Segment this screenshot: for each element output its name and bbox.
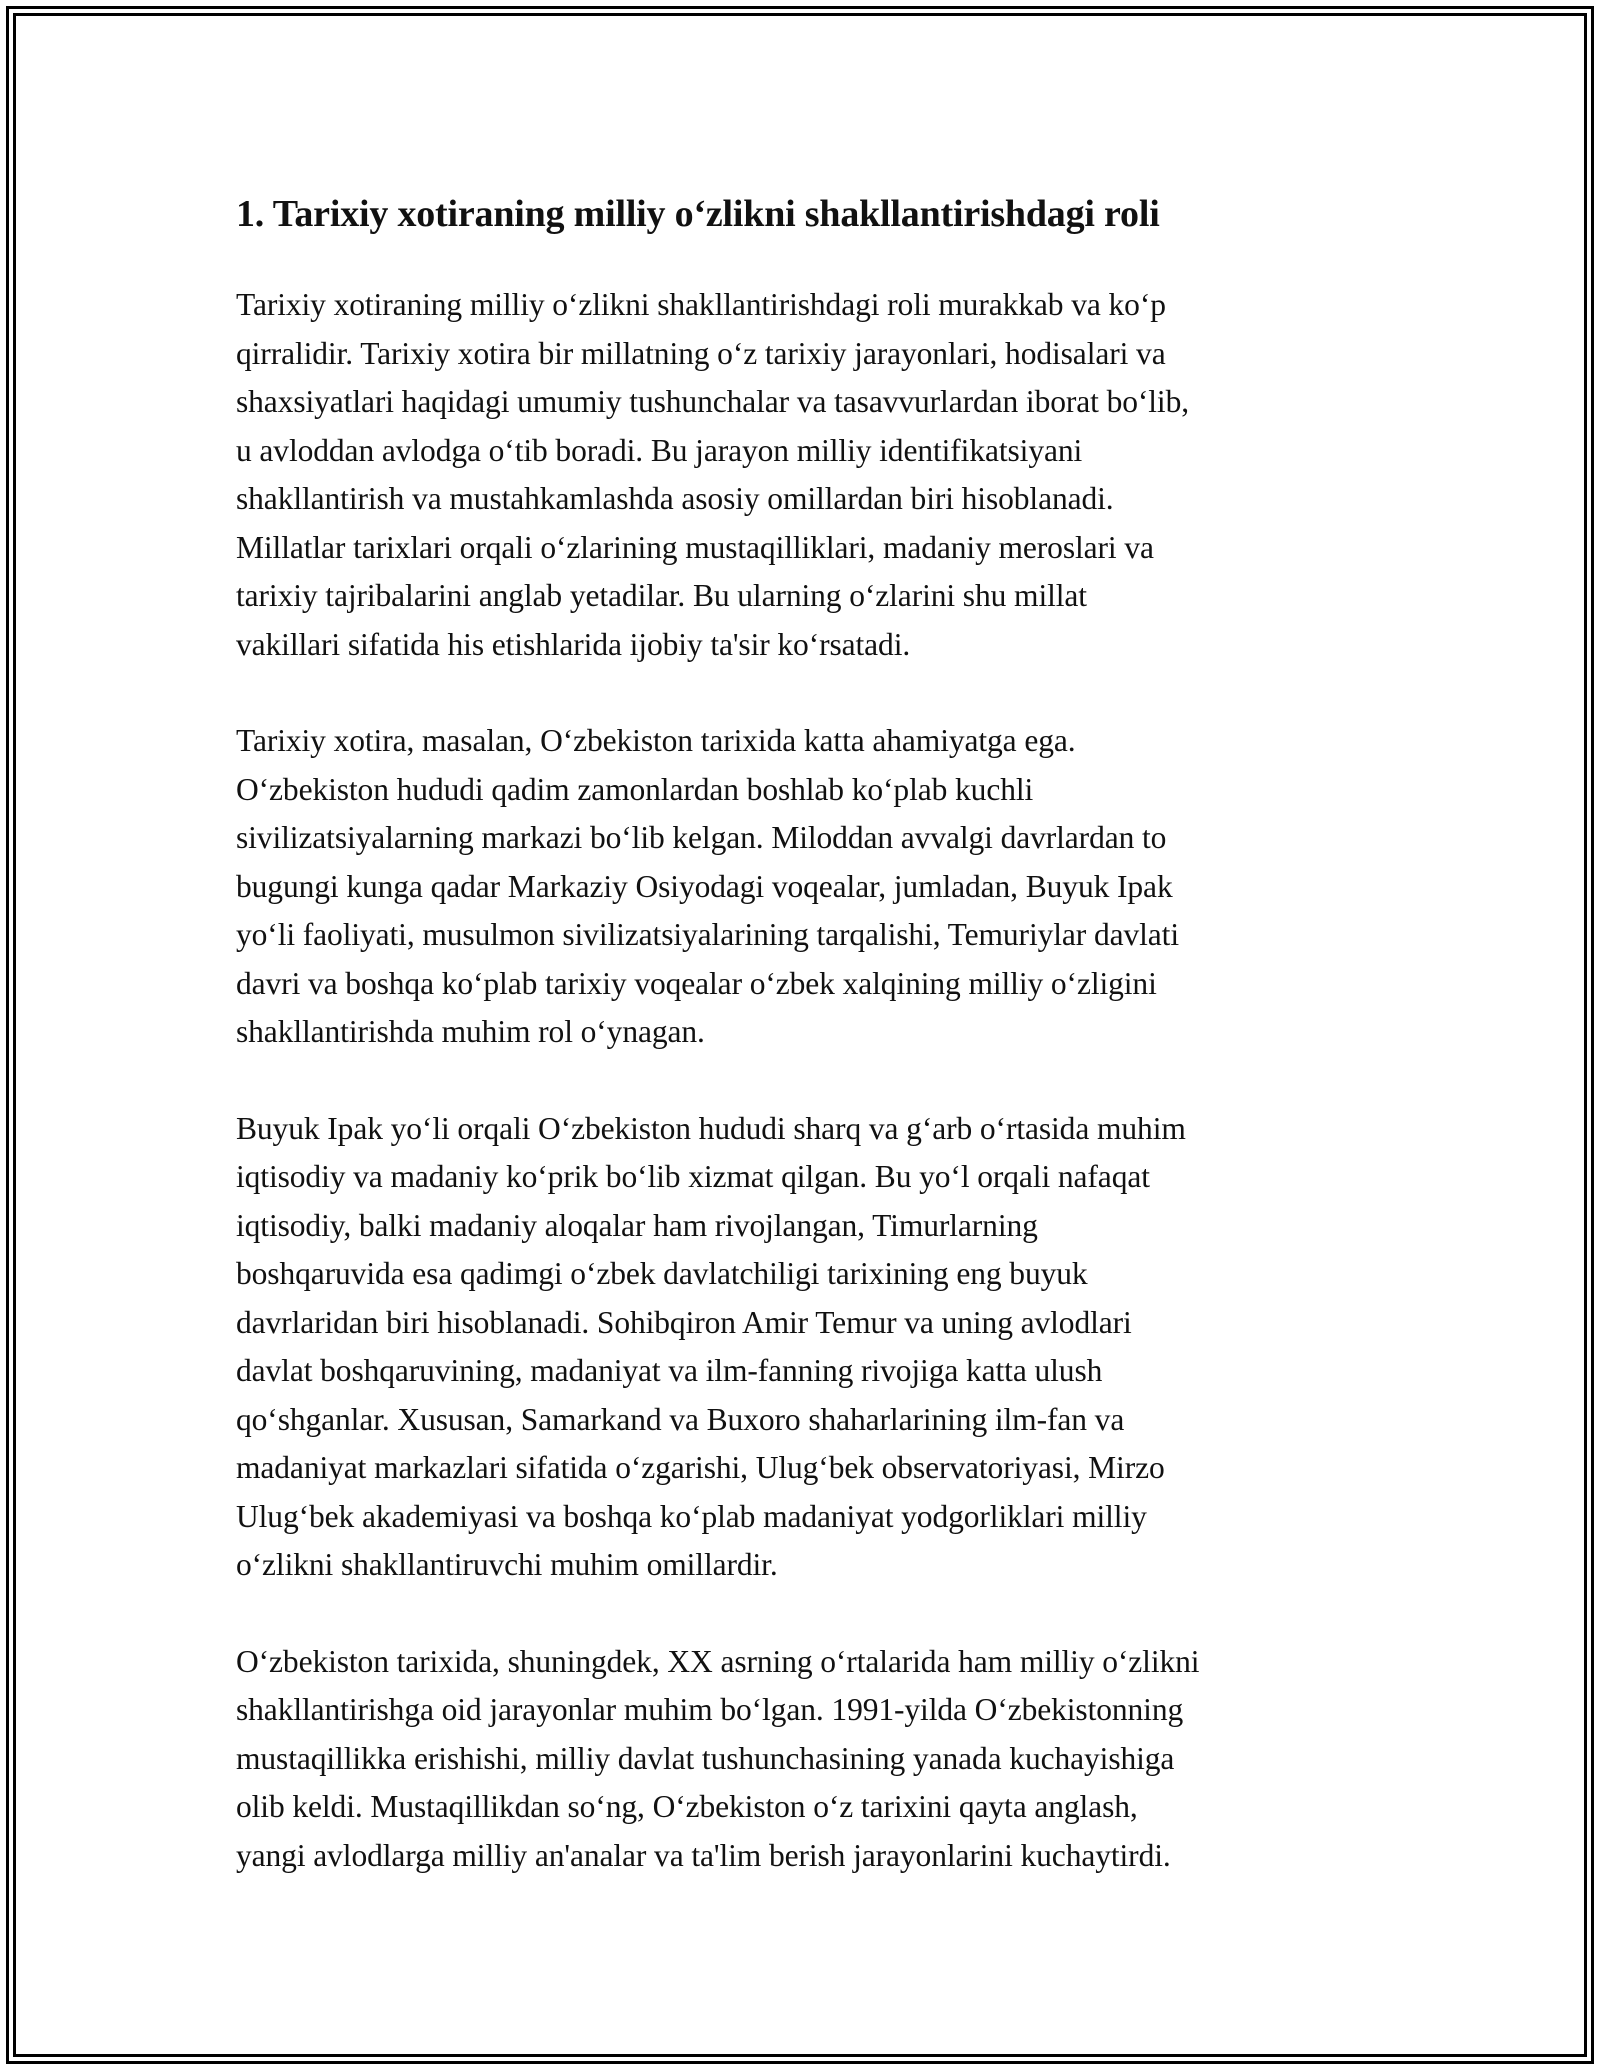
text-line: davri va boshqa ko‘plab tarixiy voqealar o‘zbek xalqining milliy o‘zligini	[236, 965, 1157, 1001]
text-line: davlat boshqaruvining, madaniyat va ilm-fanning rivojiga katta ulush	[236, 1353, 1103, 1388]
text-line: shakllantirishga oid jarayonlar muhim bo‘lgan. 1991-yilda O‘zbekistonning	[236, 1692, 1184, 1727]
paragraph-1	[236, 281, 1386, 669]
text-line: madaniyat markazlari sifatida o‘zgarishi, Ulug‘bek observatoriyasi, Mirzo	[236, 1450, 1165, 1485]
text-line: iqtisodiy, balki madaniy aloqalar ham rivojlangan, Timurlarning	[236, 1207, 1038, 1243]
text-line: shaxsiyatlari haqidagi umumiy tushunchalar va tasavvurlardan iborat bo‘lib,	[236, 384, 1189, 419]
text-line: davrlaridan biri hisoblanadi. Sohibqiron Amir Temur va uning avlodlari	[236, 1304, 1132, 1340]
text-line: mustaqillikka erishishi, milliy davlat tushunchasining yanada kuchayishiga	[236, 1740, 1175, 1776]
text-line: yangi avlodlarga milliy an'analar va ta'lim berish jarayonlarini kuchaytirdi.	[236, 1837, 1171, 1873]
text-line: boshqaruvida esa qadimgi o‘zbek davlatchiligi tarixining eng buyuk	[236, 1256, 1088, 1291]
text-line: shakllantirish va mustahkamlashda asosiy omillardan biri hisoblanadi.	[236, 481, 1114, 516]
text-line: Ulug‘bek akademiyasi va boshqa ko‘plab madaniyat yodgorliklari milliy	[236, 1498, 1147, 1534]
text-line: tarixiy tajribalarini anglab yetadilar. Bu ularning o‘zlarini shu millat	[236, 578, 1087, 613]
document-body	[236, 180, 1386, 1928]
text-line: Millatlar tarixlari orqali o‘zlarining mustaqilliklari, madaniy meroslari va	[236, 529, 1154, 565]
text-line: O‘zbekiston hududi qadim zamonlardan boshlab ko‘plab kuchli	[236, 771, 1034, 807]
text-line: vakillari sifatida his etishlarida ijobiy ta'sir ko‘rsatadi.	[236, 626, 911, 662]
text-line: shakllantirishda muhim rol o‘ynagan.	[236, 1014, 705, 1049]
text-line: O‘zbekiston tarixida, shuningdek, XX asrning o‘rtalarida ham milliy o‘zlikni	[236, 1643, 1200, 1679]
text-line: qirralidir. Tarixiy xotira bir millatning o‘z tarixiy jarayonlari, hodisalari va	[236, 335, 1166, 371]
text-line: yo‘li faoliyati, musulmon sivilizatsiyalarining tarqalishi, Temuriylar davlati	[236, 917, 1179, 952]
text-line: iqtisodiy va madaniy ko‘prik bo‘lib xizmat qilgan. Bu yo‘l orqali nafaqat	[236, 1159, 1150, 1194]
text-line: o‘zlikni shakllantiruvchi muhim omillardir.	[236, 1547, 778, 1582]
text-line: qo‘shganlar. Xususan, Samarkand va Buxoro shaharlarining ilm-fan va	[236, 1401, 1125, 1437]
text-line: u avloddan avlodga o‘tib boradi. Bu jarayon milliy identifikatsiyani	[236, 432, 1083, 468]
text-line: Buyuk Ipak yo‘li orqali O‘zbekiston hududi sharq va g‘arb o‘rtasida muhim	[236, 1110, 1186, 1146]
paragraph-2	[236, 717, 1386, 1057]
text-line: sivilizatsiyalarning markazi bo‘lib kelgan. Miloddan avvalgi davrlardan to	[236, 820, 1167, 855]
paragraph-3	[236, 1105, 1386, 1590]
text-line: Tarixiy xotiraning milliy o‘zlikni shakllantirishdagi roli murakkab va ko‘p	[236, 287, 1166, 322]
text-line: olib keldi. Mustaqillikdan so‘ng, O‘zbekiston o‘z tarixini qayta anglash,	[236, 1789, 1138, 1824]
text-line: bugungi kunga qadar Markaziy Osiyodagi voqealar, jumladan, Buyuk Ipak	[236, 868, 1173, 904]
text-line: Tarixiy xotira, masalan, O‘zbekiston tarixida katta ahamiyatga ega.	[236, 723, 1076, 758]
paragraph-4	[236, 1638, 1386, 1881]
section-heading: 1. Tarixiy xotiraning milliy o‘zlikni shakllantirishdagi roli	[236, 193, 1160, 235]
